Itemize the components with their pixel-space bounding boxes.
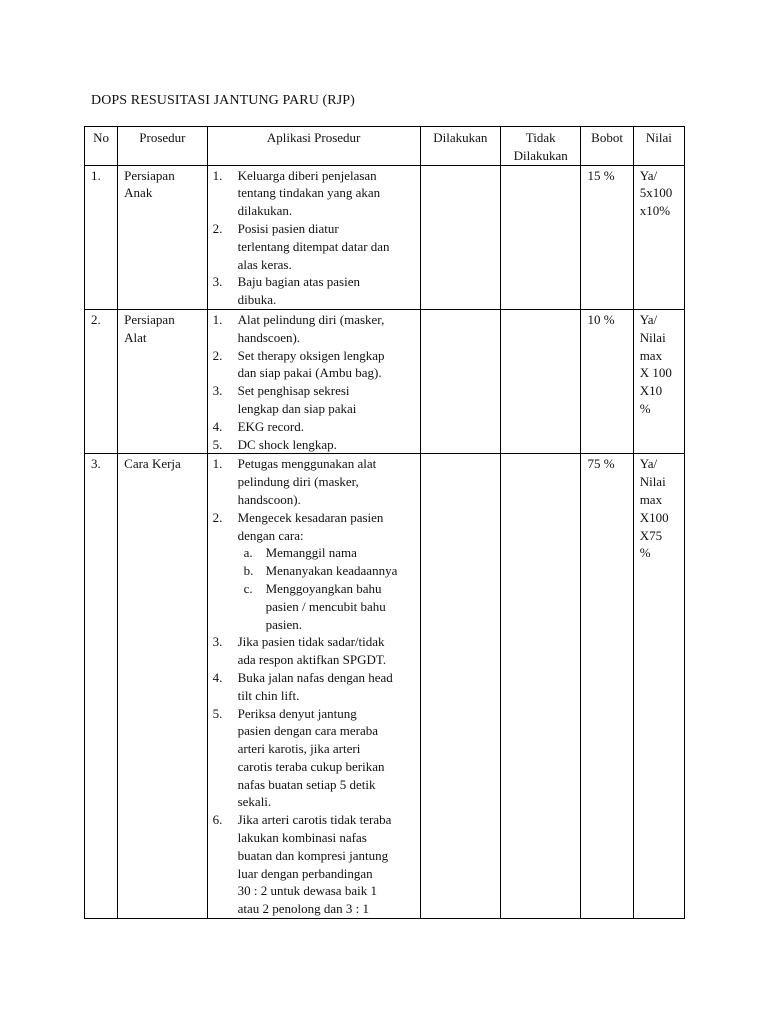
header-no: No xyxy=(85,127,118,166)
header-dilakukan: Dilakukan xyxy=(420,127,500,166)
table-row xyxy=(85,309,685,453)
step-text-line: Set therapy oksigen lengkap xyxy=(237,347,385,363)
step-text-line: Jika pasien tidak sadar/tidak xyxy=(237,634,385,650)
aplikasi-prosedur-cell xyxy=(207,165,420,309)
nilai-cell xyxy=(633,454,684,919)
procedure-step xyxy=(214,705,414,812)
step-text-line: pelindung diri (masker, xyxy=(237,474,359,490)
procedure-step xyxy=(214,347,414,383)
sub-step-text-line: Menanyakan keadaannya xyxy=(265,563,398,579)
prosedur-cell xyxy=(118,454,207,919)
nilai-line: X100 xyxy=(639,509,669,525)
table-row xyxy=(85,165,685,309)
step-number: 1. xyxy=(212,456,223,472)
procedure-step xyxy=(214,418,414,436)
sub-step-text-line: pasien. xyxy=(265,616,303,632)
header-nilai: Nilai xyxy=(633,127,684,166)
step-number: 5. xyxy=(212,436,223,452)
step-text-line: 30 : 2 untuk dewasa baik 1 xyxy=(237,883,377,899)
nilai-line: % xyxy=(639,545,651,561)
step-number: 1. xyxy=(212,311,223,327)
step-text-line: lakukan kombinasi nafas xyxy=(237,830,367,846)
aplikasi-prosedur-cell xyxy=(207,309,420,453)
step-text-line: buatan dan kompresi jantung xyxy=(237,847,389,863)
procedure-step xyxy=(214,167,414,220)
step-text-line: atau 2 penolong dan 3 : 1 xyxy=(237,901,370,917)
step-text-line: Mengecek kesadaran pasien xyxy=(237,509,384,525)
procedure-steps-list xyxy=(214,455,414,918)
step-text-line: alas keras. xyxy=(237,256,292,272)
step-text-line: terlentang ditempat datar dan xyxy=(237,238,390,254)
prosedur-line: Cara Kerja xyxy=(124,456,181,472)
nilai-line: % xyxy=(639,400,651,416)
prosedur-cell xyxy=(118,309,207,453)
sub-step xyxy=(238,544,414,562)
step-text-line: dengan cara: xyxy=(237,527,304,543)
header-tidak-line2: Dilakukan xyxy=(513,147,568,163)
nilai-cell xyxy=(633,165,684,309)
step-text-line: lengkap dan siap pakai xyxy=(237,400,357,416)
row-number-cell: 2. xyxy=(85,309,118,453)
step-text-line: Set penghisap sekresi xyxy=(237,383,350,399)
step-text-line: arteri karotis, jika arteri xyxy=(237,741,361,757)
step-text-line: pasien dengan cara meraba xyxy=(237,723,378,739)
nilai-line: 5x100 xyxy=(639,185,673,201)
step-text-line: luar dengan perbandingan xyxy=(237,865,373,881)
tidak-dilakukan-cell xyxy=(501,454,581,919)
step-number: 4. xyxy=(212,418,223,434)
step-number: 1. xyxy=(212,167,223,183)
sub-step xyxy=(238,562,414,580)
dilakukan-cell xyxy=(420,165,500,309)
dilakukan-cell xyxy=(420,309,500,453)
step-text-line: Posisi pasien diatur xyxy=(237,220,339,236)
step-text-line: handscoon). xyxy=(237,491,301,507)
procedure-step xyxy=(214,633,414,669)
step-text-line: Periksa denyut jantung xyxy=(237,705,357,721)
prosedur-line: Alat xyxy=(124,329,147,345)
nilai-line: Nilai xyxy=(639,329,666,345)
nilai-line: Nilai xyxy=(639,474,666,490)
procedure-steps-list xyxy=(214,167,414,309)
step-text-line: Jika arteri carotis tidak teraba xyxy=(237,812,392,828)
step-text-line: Keluarga diberi penjelasan xyxy=(237,167,377,183)
procedure-step xyxy=(214,669,414,705)
step-text-line: ada respon aktifkan SPGDT. xyxy=(237,652,387,668)
nilai-line: X75 xyxy=(639,527,663,543)
nilai-line: max xyxy=(639,491,663,507)
step-text-line: tilt chin lift. xyxy=(237,687,300,703)
nilai-line: Ya/ xyxy=(639,167,658,183)
procedure-step xyxy=(214,273,414,309)
dilakukan-cell xyxy=(420,454,500,919)
step-text-line: tentang tindakan yang akan xyxy=(237,185,381,201)
procedure-steps-list xyxy=(214,311,414,453)
step-number: 5. xyxy=(212,705,223,721)
header-prosedur: Prosedur xyxy=(118,127,207,166)
step-text-line: sekali. xyxy=(237,794,272,810)
sub-step-letter: a. xyxy=(243,545,253,561)
dops-table xyxy=(84,126,685,919)
nilai-cell xyxy=(633,309,684,453)
table-header-row xyxy=(85,127,685,166)
step-number: 2. xyxy=(212,220,223,236)
sub-step xyxy=(238,580,414,633)
procedure-step xyxy=(214,811,414,918)
nilai-line: X 100 xyxy=(639,365,672,381)
procedure-step xyxy=(214,455,414,508)
step-text-line: handscoen). xyxy=(237,329,301,345)
tidak-dilakukan-cell xyxy=(501,165,581,309)
nilai-line: x10% xyxy=(639,203,671,219)
header-tidak-dilakukan xyxy=(501,127,581,166)
step-text-line: nafas buatan setiap 5 detik xyxy=(237,776,376,792)
row-number-cell: 1. xyxy=(85,165,118,309)
procedure-step xyxy=(214,436,414,454)
step-text-line: Baju bagian atas pasien xyxy=(237,274,360,290)
step-number: 3. xyxy=(212,634,223,650)
procedure-step xyxy=(214,382,414,418)
prosedur-line: Anak xyxy=(124,185,153,201)
nilai-line: Ya/ xyxy=(639,311,658,327)
step-text-line: dibuka. xyxy=(237,292,277,308)
header-tidak-line1: Tidak xyxy=(525,130,556,145)
step-number: 3. xyxy=(212,274,223,290)
bobot-cell: 15 % xyxy=(581,165,633,309)
step-number: 6. xyxy=(212,812,223,828)
header-aplikasi-prosedur: Aplikasi Prosedur xyxy=(207,127,420,166)
procedure-step xyxy=(214,509,414,634)
aplikasi-prosedur-cell xyxy=(207,454,420,919)
procedure-step xyxy=(214,311,414,347)
nilai-line: X10 xyxy=(639,383,663,399)
nilai-line: Ya/ xyxy=(639,456,658,472)
step-number: 3. xyxy=(212,383,223,399)
sub-step-letter: b. xyxy=(243,563,254,579)
sub-step-text-line: pasien / mencubit bahu xyxy=(265,598,386,614)
step-text-line: Petugas menggunakan alat xyxy=(237,456,377,472)
step-text-line: Alat pelindung diri (masker, xyxy=(237,311,385,327)
step-text-line: dilakukan. xyxy=(237,203,293,219)
step-text-line: carotis teraba cukup berikan xyxy=(237,758,385,774)
page-title: DOPS RESUSITASI JANTUNG PARU (RJP) xyxy=(91,93,355,108)
nilai-line: max xyxy=(639,347,663,363)
header-bobot: Bobot xyxy=(581,127,633,166)
step-number: 4. xyxy=(212,669,223,685)
step-number: 2. xyxy=(212,509,223,525)
step-number: 2. xyxy=(212,347,223,363)
prosedur-line: Persiapan xyxy=(124,311,175,327)
table-body xyxy=(85,165,685,919)
sub-step-text-line: Memanggil nama xyxy=(265,545,357,561)
table-row xyxy=(85,454,685,919)
bobot-cell: 75 % xyxy=(581,454,633,919)
sub-step-letter: c. xyxy=(243,580,253,596)
row-number-cell: 3. xyxy=(85,454,118,919)
sub-step-text-line: Menggoyangkan bahu xyxy=(265,580,382,596)
step-text-line: Buka jalan nafas dengan head xyxy=(237,669,393,685)
tidak-dilakukan-cell xyxy=(501,309,581,453)
step-text-line: dan siap pakai (Ambu bag). xyxy=(237,365,382,381)
procedure-step xyxy=(214,220,414,273)
prosedur-cell xyxy=(118,165,207,309)
prosedur-line: Persiapan xyxy=(124,167,175,183)
sub-steps-list xyxy=(238,544,414,633)
step-text-line: DC shock lengkap. xyxy=(237,436,337,452)
bobot-cell: 10 % xyxy=(581,309,633,453)
step-text-line: EKG record. xyxy=(237,418,305,434)
